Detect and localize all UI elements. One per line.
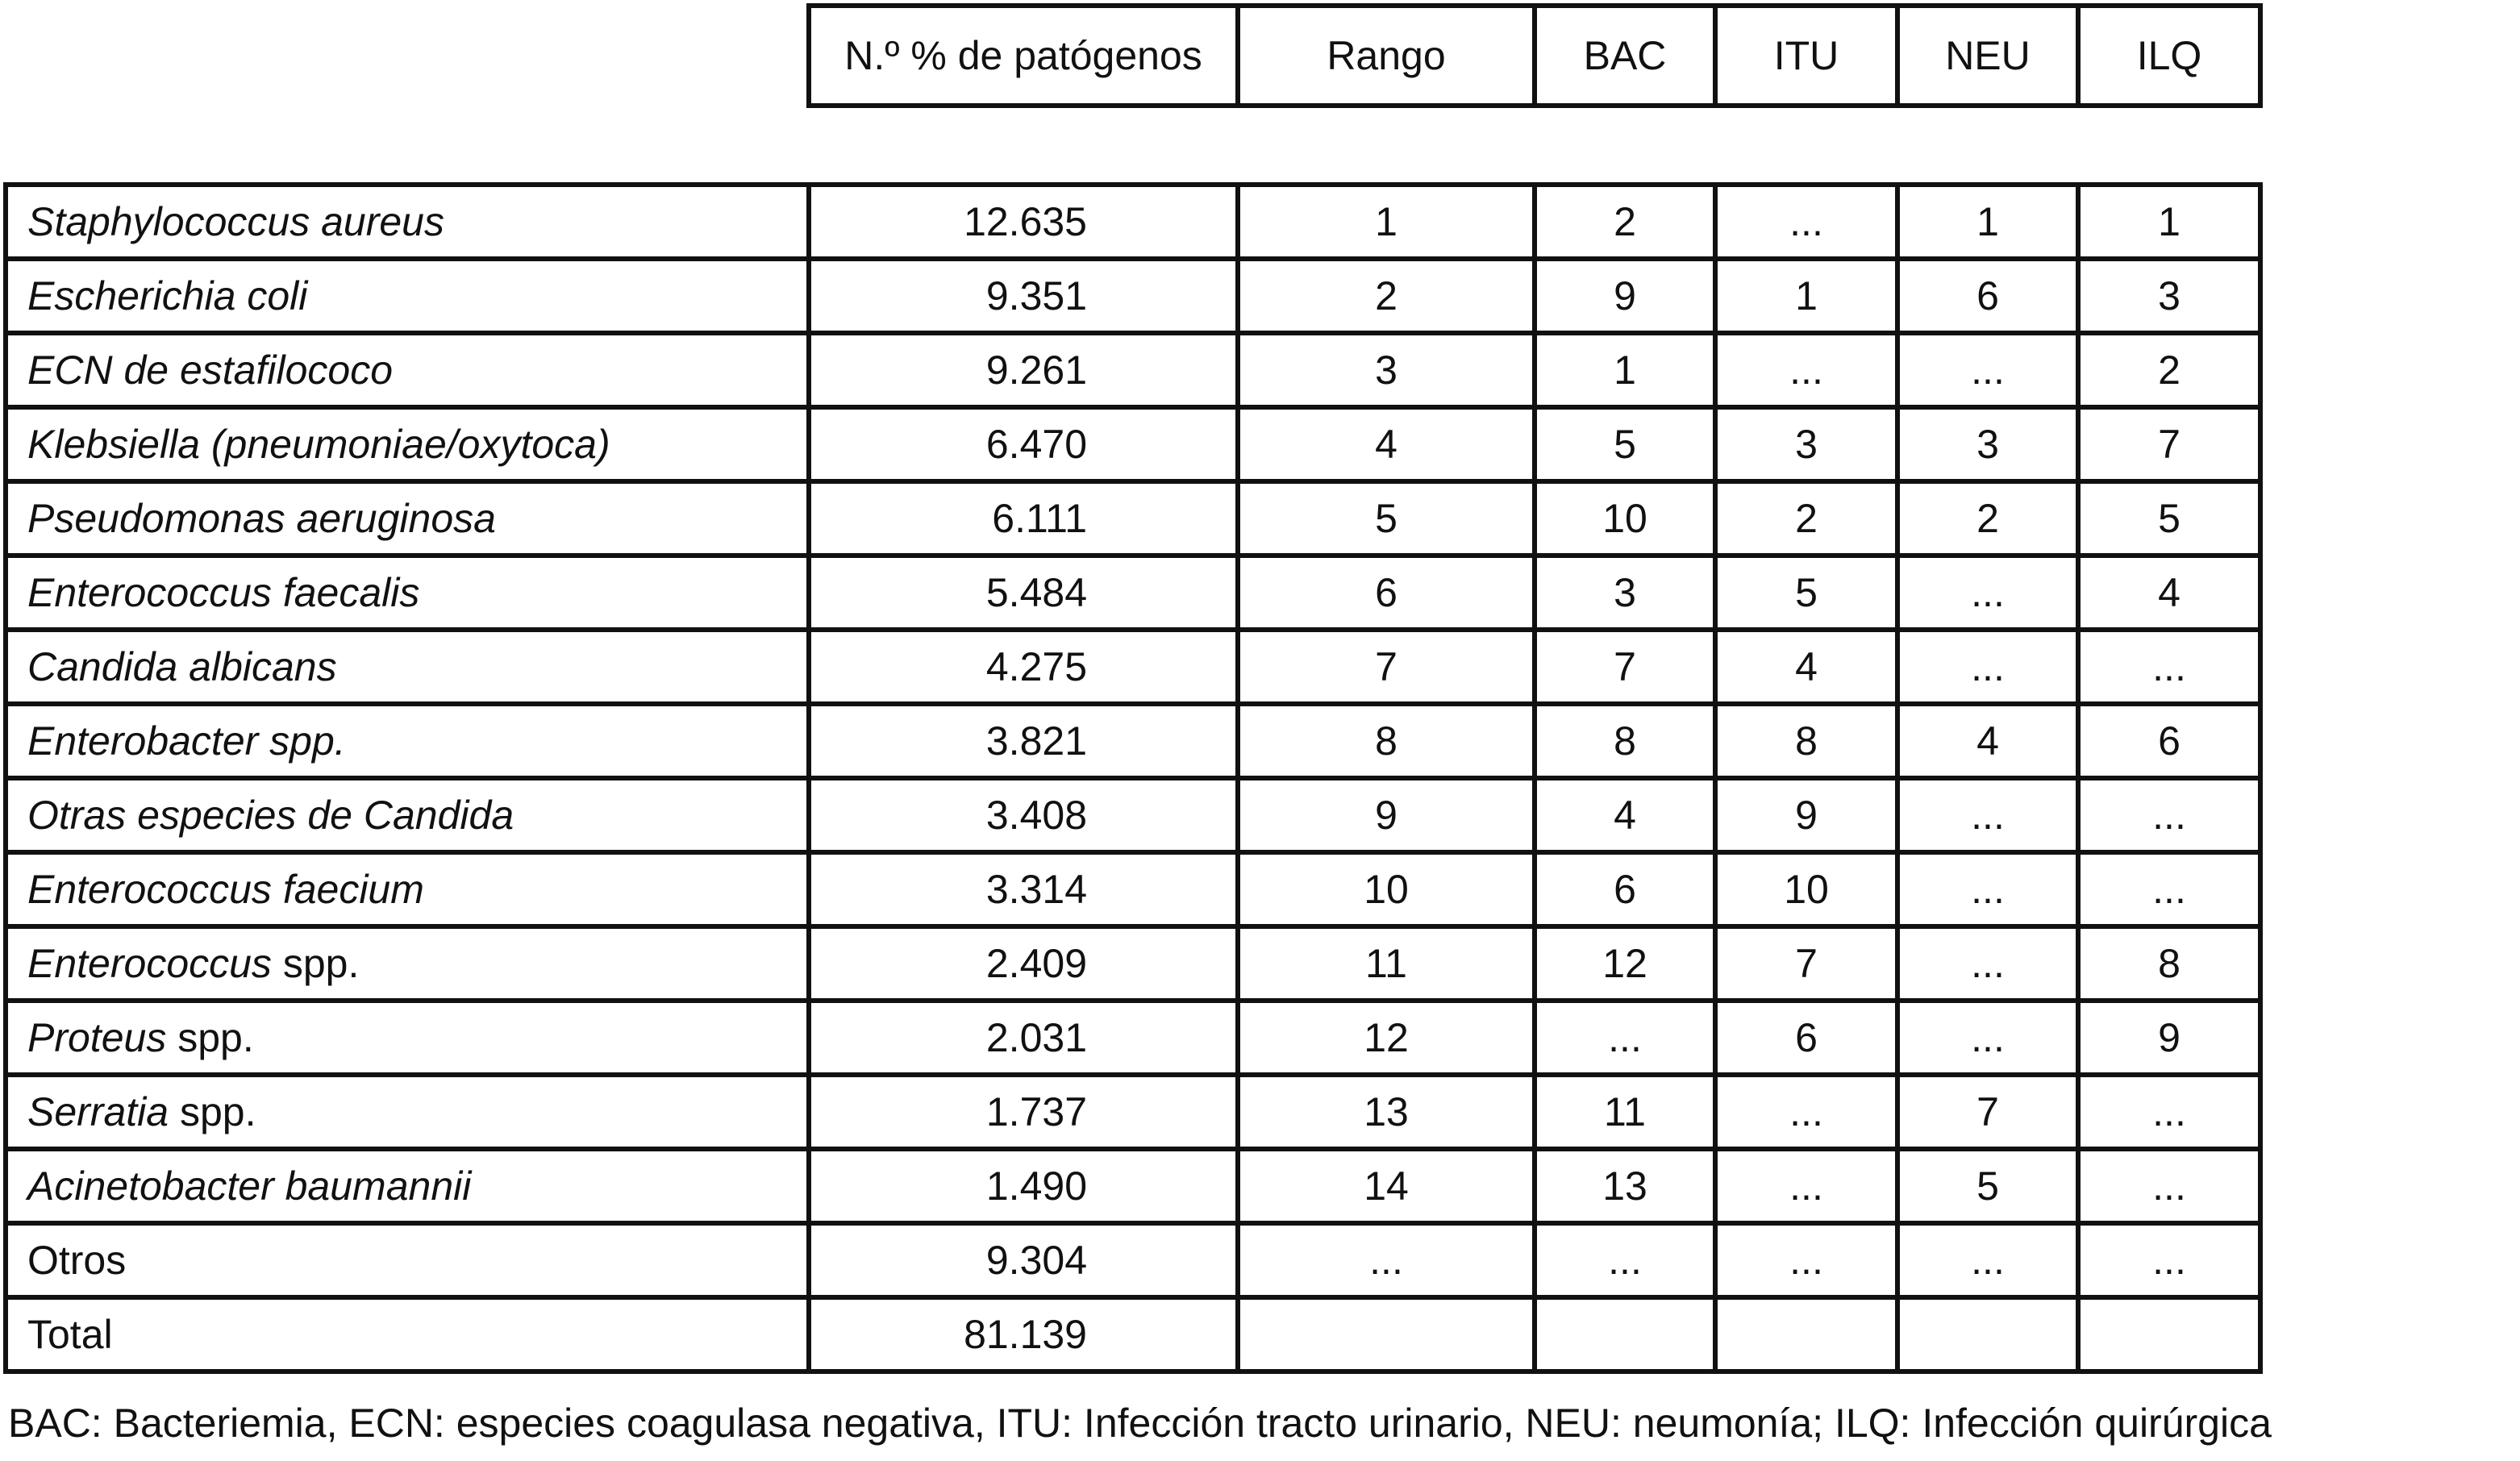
bac-cell: 2 xyxy=(1535,185,1715,259)
pathogen-count-cell: 5.484 xyxy=(809,556,1238,630)
table-row xyxy=(6,1297,2260,1372)
table-row xyxy=(6,1223,2260,1297)
neu-cell: 7 xyxy=(1897,1075,2078,1149)
itu-cell: ... xyxy=(1715,333,1897,407)
pathogen-name-cell xyxy=(6,481,809,556)
itu-cell: ... xyxy=(1715,185,1897,259)
rango-cell: 3 xyxy=(1238,333,1535,407)
rango-cell: 1 xyxy=(1238,185,1535,259)
pathogen-name-italic: Enterobacter spp. xyxy=(27,718,346,764)
neu-cell: 1 xyxy=(1897,185,2078,259)
pathogen-count-cell: 1.737 xyxy=(809,1075,1238,1149)
neu-cell: ... xyxy=(1897,556,2078,630)
pathogen-count-cell: 9.304 xyxy=(809,1223,1238,1297)
rango-cell: 9 xyxy=(1238,778,1535,852)
ilq-cell: 3 xyxy=(2078,259,2260,333)
pathogen-name-cell xyxy=(6,852,809,926)
pathogen-name-italic: Enterococcus faecium xyxy=(27,867,424,912)
table-row xyxy=(6,1075,2260,1149)
itu-cell xyxy=(1715,1297,1897,1372)
neu-cell: 4 xyxy=(1897,704,2078,778)
pathogen-name-cell xyxy=(6,185,809,259)
table-row xyxy=(6,556,2260,630)
pathogen-count-cell: 9.261 xyxy=(809,333,1238,407)
pathogen-name-cell xyxy=(6,333,809,407)
bac-cell: 1 xyxy=(1535,333,1715,407)
neu-cell: 3 xyxy=(1897,407,2078,481)
pathogen-name-cell xyxy=(6,1149,809,1223)
bac-cell: 7 xyxy=(1535,630,1715,704)
itu-cell: 1 xyxy=(1715,259,1897,333)
pathogen-name-italic: Escherichia coli xyxy=(27,273,308,318)
pathogen-name-italic: Acinetobacter baumannii xyxy=(27,1163,472,1209)
itu-cell: ... xyxy=(1715,1149,1897,1223)
pathogen-table xyxy=(3,182,2263,1374)
ilq-cell: 7 xyxy=(2078,407,2260,481)
bac-cell: 5 xyxy=(1535,407,1715,481)
rango-cell: 8 xyxy=(1238,704,1535,778)
ilq-cell: 1 xyxy=(2078,185,2260,259)
rango-cell: 13 xyxy=(1238,1075,1535,1149)
ilq-cell: 6 xyxy=(2078,704,2260,778)
pathogen-name-cell xyxy=(6,1001,809,1075)
pathogen-name-plain: spp. xyxy=(271,941,360,986)
itu-cell: 3 xyxy=(1715,407,1897,481)
pathogen-name-cell xyxy=(6,1223,809,1297)
rango-cell: ... xyxy=(1238,1223,1535,1297)
col-header-neu: NEU xyxy=(1897,6,2078,106)
col-header-bac: BAC xyxy=(1535,6,1715,106)
pathogen-name-plain: spp. xyxy=(169,1089,256,1134)
table-row xyxy=(6,1149,2260,1223)
ilq-cell: 9 xyxy=(2078,1001,2260,1075)
column-header-table xyxy=(806,3,2263,108)
neu-cell: ... xyxy=(1897,630,2078,704)
pathogen-count-cell: 2.031 xyxy=(809,1001,1238,1075)
table-row xyxy=(6,852,2260,926)
ilq-cell: 2 xyxy=(2078,333,2260,407)
neu-cell: 2 xyxy=(1897,481,2078,556)
table-row xyxy=(6,630,2260,704)
pathogen-name-plain: Total xyxy=(27,1312,113,1357)
pathogen-name-italic: Otras especies de Candida xyxy=(27,793,514,838)
rango-cell: 7 xyxy=(1238,630,1535,704)
table-row xyxy=(6,407,2260,481)
pathogen-count-cell: 6.111 xyxy=(809,481,1238,556)
itu-cell: 7 xyxy=(1715,926,1897,1001)
bac-cell: ... xyxy=(1535,1001,1715,1075)
pathogen-name-plain: Otros xyxy=(27,1238,127,1283)
pathogen-name-cell xyxy=(6,778,809,852)
rango-cell: 6 xyxy=(1238,556,1535,630)
itu-cell: 2 xyxy=(1715,481,1897,556)
pathogen-count-cell: 81.139 xyxy=(809,1297,1238,1372)
bac-cell xyxy=(1535,1297,1715,1372)
itu-cell: 5 xyxy=(1715,556,1897,630)
pathogen-name-cell xyxy=(6,1297,809,1372)
pathogen-count-cell: 12.635 xyxy=(809,185,1238,259)
pathogen-name-italic: ECN de estafilococo xyxy=(27,348,394,393)
itu-cell: 8 xyxy=(1715,704,1897,778)
pathogen-name-italic: Enterococcus xyxy=(27,941,272,986)
neu-cell: 6 xyxy=(1897,259,2078,333)
pathogen-name-cell xyxy=(6,1075,809,1149)
ilq-cell: ... xyxy=(2078,630,2260,704)
pathogen-name-italic: Klebsiella (pneumoniae/oxytoca) xyxy=(27,422,610,467)
pathogen-count-cell: 3.821 xyxy=(809,704,1238,778)
table-row xyxy=(6,333,2260,407)
pathogen-name-italic: Enterococcus faecalis xyxy=(27,570,420,615)
pathogen-count-cell: 2.409 xyxy=(809,926,1238,1001)
table-row xyxy=(6,1001,2260,1075)
col-header-itu: ITU xyxy=(1715,6,1897,106)
pathogen-name-cell xyxy=(6,630,809,704)
neu-cell: ... xyxy=(1897,1001,2078,1075)
rango-cell: 5 xyxy=(1238,481,1535,556)
rango-cell: 12 xyxy=(1238,1001,1535,1075)
neu-cell: ... xyxy=(1897,926,2078,1001)
col-header-ilq: ILQ xyxy=(2078,6,2260,106)
itu-cell: 10 xyxy=(1715,852,1897,926)
pathogen-count-cell: 4.275 xyxy=(809,630,1238,704)
ilq-cell: 4 xyxy=(2078,556,2260,630)
pathogen-name-italic: Pseudomonas aeruginosa xyxy=(27,496,496,541)
rango-cell xyxy=(1238,1297,1535,1372)
table-row xyxy=(6,926,2260,1001)
neu-cell: ... xyxy=(1897,1223,2078,1297)
bac-cell: 12 xyxy=(1535,926,1715,1001)
bac-cell: 8 xyxy=(1535,704,1715,778)
rango-cell: 11 xyxy=(1238,926,1535,1001)
pathogen-name-plain: spp. xyxy=(166,1015,254,1060)
table-row xyxy=(6,778,2260,852)
table-row xyxy=(6,481,2260,556)
bac-cell: 6 xyxy=(1535,852,1715,926)
table-row xyxy=(6,259,2260,333)
itu-cell: 9 xyxy=(1715,778,1897,852)
neu-cell: 5 xyxy=(1897,1149,2078,1223)
itu-cell: ... xyxy=(1715,1075,1897,1149)
pathogen-count-cell: 3.314 xyxy=(809,852,1238,926)
pathogen-name-cell xyxy=(6,926,809,1001)
itu-cell: 4 xyxy=(1715,630,1897,704)
bac-cell: 9 xyxy=(1535,259,1715,333)
neu-cell xyxy=(1897,1297,2078,1372)
bac-cell: 13 xyxy=(1535,1149,1715,1223)
itu-cell: ... xyxy=(1715,1223,1897,1297)
ilq-cell: 5 xyxy=(2078,481,2260,556)
ilq-cell: 8 xyxy=(2078,926,2260,1001)
bac-cell: ... xyxy=(1535,1223,1715,1297)
pathogen-name-cell xyxy=(6,259,809,333)
pathogen-name-italic: Staphylococcus aureus xyxy=(27,199,444,244)
ilq-cell xyxy=(2078,1297,2260,1372)
col-header-count: N.º % de patógenos xyxy=(809,6,1238,106)
bac-cell: 11 xyxy=(1535,1075,1715,1149)
col-header-rango: Rango xyxy=(1238,6,1535,106)
table-row xyxy=(6,185,2260,259)
pathogen-count-cell: 6.470 xyxy=(809,407,1238,481)
pathogen-name-cell xyxy=(6,556,809,630)
rango-cell: 14 xyxy=(1238,1149,1535,1223)
itu-cell: 6 xyxy=(1715,1001,1897,1075)
table-row xyxy=(6,704,2260,778)
ilq-cell: ... xyxy=(2078,1223,2260,1297)
pathogen-name-cell xyxy=(6,407,809,481)
neu-cell: ... xyxy=(1897,333,2078,407)
footnote: BAC: Bacteriemia, ECN: especies coagulasa negativa, ITU: Infección tracto urinario, NEU: neumonía; ILQ: Infección quirúrgica xyxy=(8,1401,2272,1446)
pathogen-name-italic: Serratia xyxy=(27,1089,169,1134)
bac-cell: 10 xyxy=(1535,481,1715,556)
pathogen-count-cell: 9.351 xyxy=(809,259,1238,333)
rango-cell: 10 xyxy=(1238,852,1535,926)
pathogen-name-italic: Candida albicans xyxy=(27,644,337,689)
bac-cell: 3 xyxy=(1535,556,1715,630)
table-body xyxy=(6,185,2260,1372)
bac-cell: 4 xyxy=(1535,778,1715,852)
ilq-cell: ... xyxy=(2078,1075,2260,1149)
ilq-cell: ... xyxy=(2078,852,2260,926)
pathogen-name-italic: Proteus xyxy=(27,1015,167,1060)
ilq-cell: ... xyxy=(2078,1149,2260,1223)
rango-cell: 2 xyxy=(1238,259,1535,333)
neu-cell: ... xyxy=(1897,778,2078,852)
pathogen-count-cell: 1.490 xyxy=(809,1149,1238,1223)
ilq-cell: ... xyxy=(2078,778,2260,852)
neu-cell: ... xyxy=(1897,852,2078,926)
rango-cell: 4 xyxy=(1238,407,1535,481)
pathogen-name-cell xyxy=(6,704,809,778)
header-row xyxy=(809,6,2260,106)
pathogen-count-cell: 3.408 xyxy=(809,778,1238,852)
